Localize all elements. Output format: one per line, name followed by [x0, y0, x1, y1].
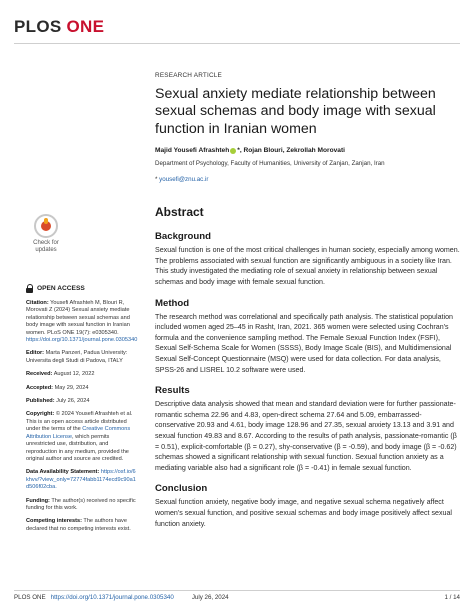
- funding-block: Funding: The author(s) received no specific funding for this work.: [26, 497, 136, 511]
- editor-block: Editor: Marta Panzeri, Padua University: Universita degli Studi di Padova, ITALY: [26, 350, 128, 364]
- copyright-block: Copyright: © 2024 Yousefi Afrashteh et al. This is an open access article distributed under the terms of the Creative Commons Attribution License, which permits unrestricted use, distribution, and reproduction in any medium, provided the original author and source are credited.: [26, 411, 133, 462]
- section-heading-method: Method: [155, 297, 190, 309]
- journal-logo: [14, 17, 104, 37]
- data-availability-link[interactable]: https://osf.io/6khvv/?view_only=72774fabb1174ecd9c90a1d506f02cba.: [26, 469, 136, 491]
- article-sidebar: [26, 214, 138, 533]
- accepted-block: Accepted: May 29, 2024: [26, 384, 89, 391]
- open-access-label: OPEN ACCESS: [26, 284, 138, 294]
- citation-block: Citation: Yousefi Afrashteh M, Blouri R, Morovati Z (2024) Sexual anxiety mediate relationship between sexual schemas and body image with sexual function in Iranian women. PLoS ONE 19(7): e0305340. https://doi.org/10.1371/journal.pone.0305340: [26, 300, 138, 344]
- article-title: Sexual anxiety mediate relationship between sexual schemas and body image with sexual function in Iranian women: [155, 86, 436, 137]
- published-block: Published: July 26, 2024: [26, 398, 90, 405]
- citation-doi-link[interactable]: https://doi.org/10.1371/journal.pone.0305340: [26, 337, 138, 344]
- competing-interests-block: Competing interests: The authors have declared that no competing interests exist.: [26, 518, 131, 532]
- email-link[interactable]: yousefi@znu.ac.ir: [159, 176, 209, 184]
- badge-text: Check for updates: [33, 240, 59, 253]
- footer-date: July 26, 2024: [191, 594, 229, 601]
- footer-journal: PLOS ONE: [14, 594, 46, 601]
- footer-divider: [14, 590, 460, 591]
- section-heading-results: Results: [155, 385, 190, 397]
- article-main: [155, 72, 460, 529]
- section-text-conclusion: Sexual function anxiety, negative body image, and negative sexual schema negatively affect women's sexual function, and positive sexual schemas and body image positively affect sexual function anxiety.: [155, 498, 452, 528]
- article-type: RESEARCH ARTICLE: [155, 72, 223, 79]
- logo-one: ONE: [66, 17, 105, 36]
- section-text-method: The research method was correlational and specifically path analysis. The statistical population included women aged 25–45 in Rasht, Iran, 2021. 365 women were selected using Cochran's formula and the convenience sampling method. The Female Sexual Function Index (FSFI), Sexual Self-Schema Scale for Women (SSSS), Body Image Scale (BIS), and Multidimensional Sexual Self-Concept Questionnaire (MSQ) were used for data collection. For data analysis, SPSS-26 and LISREL 10.2 software were used.: [155, 312, 453, 374]
- received-block: Received: August 12, 2022: [26, 371, 95, 378]
- author-name[interactable]: Majid Yousefi Afrashteh: [155, 147, 230, 155]
- author-names-rest: , Rojan Blouri, Zekrollah Morovati: [239, 147, 345, 155]
- license-link[interactable]: Creative Commons Attribution License: [26, 426, 131, 440]
- check-for-updates-badge[interactable]: [26, 214, 66, 262]
- page-number: 1 / 14: [444, 594, 460, 601]
- correspondence-email: * yousefi@znu.ac.ir: [155, 176, 209, 184]
- data-availability-block: Data Availability Statement: https://osf.io/6khvv/?view_only=72774fabb1174ecd9c90a1d506f02cba.: [26, 469, 136, 491]
- footer-doi-link[interactable]: https://doi.org/10.1371/journal.pone.0305340: [50, 594, 174, 601]
- page-footer: [14, 594, 460, 601]
- open-lock-icon: [26, 284, 34, 294]
- corresponding-mark: *: [237, 147, 240, 155]
- orcid-icon[interactable]: [230, 148, 236, 154]
- author-list: [155, 147, 460, 154]
- section-heading-conclusion: Conclusion: [155, 483, 208, 495]
- section-text-background: Sexual function is one of the most critical challenges in human society, especially among women. The problems associated with sexual function are significantly ambiguous in a society like Iran. This study investigated the mediating role of sexual anxiety in relationship between sexual schemas and body image with female sexual function.: [155, 246, 460, 286]
- crossmark-icon: [34, 214, 58, 238]
- logo-plos: PLOS: [14, 17, 62, 36]
- header-divider: [14, 43, 460, 44]
- section-heading-background: Background: [155, 231, 211, 243]
- section-text-results: Descriptive data analysis showed that mean and standard deviation were for further passionate-romantic schema 22.96 and 4.83, open-direct schema 27.64 and 5.09, embarrassed-conservative 20.93 and 4.61, body image 128.96 and 27.35, sexual anxiety 13.13 and 3.91 and sexual function 49.83 and 8.67. According to the results of path analysis, passionate-romantic (β = 0.51), explicit-comfortable (β = 0.27), shy-conservative (β = -0.59), and body image (β = -0.62) schemas showed a significant relationship with sexual function. Sexual function anxiety as a mediating variable also had a significant role (β = -0.41) in female sexual function.: [155, 400, 457, 472]
- abstract-heading: Abstract: [155, 205, 204, 220]
- affiliation: Department of Psychology, Faculty of Humanities, University of Zanjan, Zanjan, Iran: [155, 160, 385, 168]
